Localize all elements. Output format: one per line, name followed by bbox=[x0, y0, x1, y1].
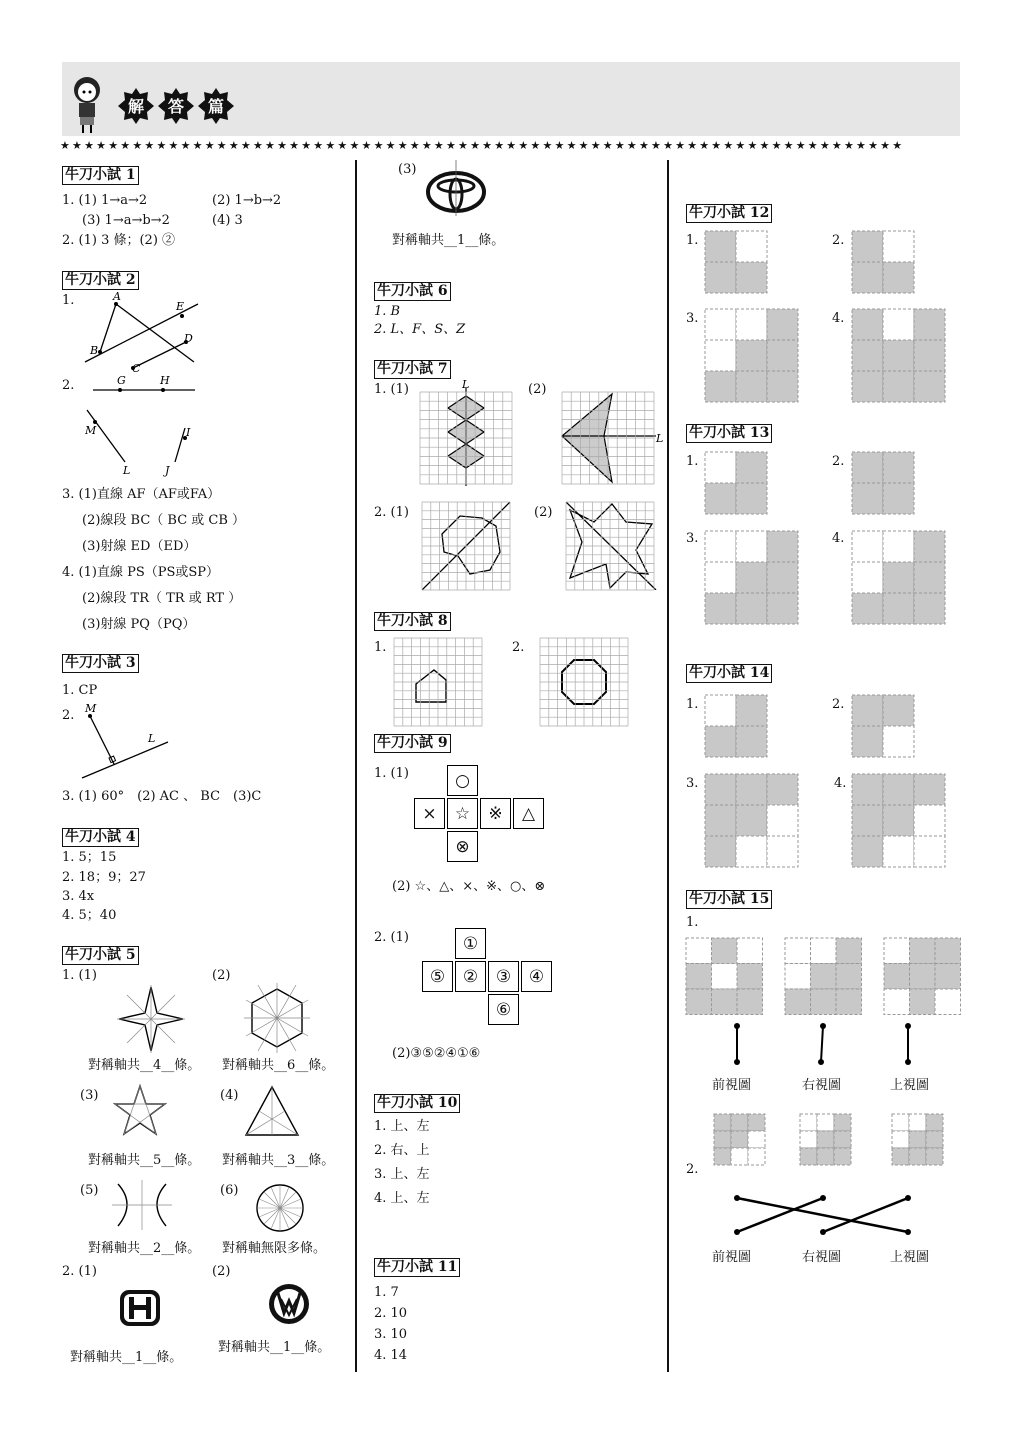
title-badge-icon bbox=[118, 88, 154, 124]
view-cell bbox=[817, 1114, 834, 1131]
view-cell bbox=[883, 805, 914, 836]
view-cell bbox=[852, 371, 883, 402]
net-face: ④ bbox=[521, 961, 552, 992]
answer-line: 3. (1)直線 AF（AF或FA） bbox=[62, 487, 221, 502]
answer-line: 4. (1)直線 PS（PS或SP） bbox=[62, 565, 220, 580]
view-cell bbox=[883, 309, 914, 340]
view-cell bbox=[785, 989, 811, 1015]
item-number: 1. bbox=[374, 640, 387, 655]
item-number: 1. bbox=[686, 233, 699, 248]
view-cell bbox=[852, 262, 883, 293]
hexagon-figure bbox=[244, 983, 310, 1053]
column-divider bbox=[355, 160, 357, 1372]
item-number: 2. bbox=[832, 233, 845, 248]
net-face: ② bbox=[455, 961, 486, 992]
item-number: 2. (1) bbox=[374, 930, 409, 945]
view-label: 上視圖 bbox=[890, 1250, 930, 1265]
reflection-grid-figure bbox=[560, 390, 668, 486]
item-number: 2. bbox=[686, 1162, 699, 1177]
item-number: 4. bbox=[834, 776, 847, 791]
view-cell bbox=[714, 1131, 731, 1148]
answer-line: (2)線段 TR（ TR 或 RT ） bbox=[82, 591, 242, 606]
answer-line: (3)射線 ED（ED） bbox=[82, 539, 197, 554]
view-cell bbox=[883, 562, 914, 593]
view-cell bbox=[914, 836, 945, 867]
answer-line: 1. B bbox=[374, 304, 401, 319]
section-heading: 牛刀小試 6 bbox=[374, 282, 451, 301]
item-number: 1. (1) bbox=[62, 968, 97, 983]
item-number: 1. (1) bbox=[374, 766, 409, 781]
view-cell bbox=[914, 309, 945, 340]
view-cell bbox=[736, 483, 767, 514]
view-cell bbox=[705, 836, 736, 867]
view-cell bbox=[748, 1114, 765, 1131]
lines-figure bbox=[80, 290, 210, 375]
view-cell bbox=[914, 531, 945, 562]
view-cell bbox=[914, 805, 945, 836]
item-number: 1. bbox=[62, 293, 75, 308]
view-cell bbox=[852, 726, 883, 757]
net-face: △ bbox=[513, 798, 544, 829]
view-cell bbox=[705, 562, 736, 593]
answer-line: 2. 18；9；27 bbox=[62, 870, 146, 885]
answer-line: 4. 14 bbox=[374, 1348, 408, 1363]
answer-line: 3. 10 bbox=[374, 1327, 408, 1342]
view-cell bbox=[736, 231, 767, 262]
point-label: M bbox=[85, 702, 97, 715]
answer-line: 2. 10 bbox=[374, 1306, 408, 1321]
reflection-grid-figure bbox=[566, 502, 658, 590]
answer-line: (2)線段 BC（ BC 或 CB ） bbox=[82, 513, 246, 528]
view-cell bbox=[852, 483, 883, 514]
pentagram-figure bbox=[112, 1083, 168, 1139]
view-cell bbox=[736, 262, 767, 293]
view-cell bbox=[712, 938, 738, 964]
view-cell bbox=[705, 483, 736, 514]
view-cell bbox=[714, 1148, 731, 1165]
view-cell bbox=[736, 309, 767, 340]
answer-line: 對稱軸共__4__條。 bbox=[88, 1058, 201, 1073]
answer-line: 1. 5；15 bbox=[62, 850, 117, 865]
view-cell bbox=[836, 989, 862, 1015]
view-cell bbox=[884, 938, 910, 964]
title-badge-icon bbox=[198, 88, 234, 124]
axis-label: L bbox=[656, 432, 664, 445]
net-face: ③ bbox=[488, 961, 519, 992]
view-cell bbox=[705, 371, 736, 402]
answer-line: (3) 1→a→b→2 bbox=[82, 213, 170, 228]
net-face: ⊗ bbox=[447, 831, 478, 862]
answer-line: 2. 右、上 bbox=[374, 1143, 430, 1158]
answer-line: 3. 上、左 bbox=[374, 1167, 430, 1182]
item-number: (5) bbox=[80, 1183, 99, 1198]
point-label: D bbox=[184, 332, 193, 345]
view-cell bbox=[852, 231, 883, 262]
view-cell bbox=[737, 938, 763, 964]
item-number: (6) bbox=[220, 1183, 239, 1198]
section-heading: 牛刀小試 8 bbox=[374, 612, 451, 631]
answer-line: (3)射線 PQ（PQ） bbox=[82, 617, 196, 632]
view-cell bbox=[884, 964, 910, 990]
view-cell bbox=[883, 531, 914, 562]
view-cell bbox=[767, 531, 798, 562]
section-title bbox=[118, 88, 234, 124]
net-face: ☆ bbox=[447, 798, 478, 829]
answer-line: 對稱軸共__1__條。 bbox=[392, 233, 505, 248]
view-cell bbox=[736, 562, 767, 593]
view-cell bbox=[705, 231, 736, 262]
answer-line: 1. CP bbox=[62, 683, 98, 698]
points-figure bbox=[85, 372, 205, 482]
view-cell bbox=[883, 452, 914, 483]
view-label: 右視圖 bbox=[802, 1250, 842, 1265]
arcs-figure bbox=[112, 1180, 172, 1230]
answer-line: 對稱軸共__2__條。 bbox=[88, 1241, 201, 1256]
section-heading: 牛刀小試 4 bbox=[62, 828, 139, 847]
view-cell bbox=[852, 309, 883, 340]
point-label: H bbox=[160, 374, 170, 387]
view-cell bbox=[909, 1131, 926, 1148]
perpendicular-figure bbox=[80, 702, 180, 782]
girl-mascot-icon bbox=[66, 70, 108, 134]
view-cell bbox=[767, 805, 798, 836]
view-cell bbox=[914, 340, 945, 371]
answer-line: (2)③⑤②④①⑥ bbox=[392, 1046, 481, 1061]
view-cell bbox=[705, 262, 736, 293]
view-cell bbox=[909, 1114, 926, 1131]
item-number: (2) bbox=[528, 382, 547, 397]
title-char: 解 bbox=[127, 97, 145, 116]
view-cell bbox=[767, 309, 798, 340]
item-number: 1. (1) bbox=[374, 382, 409, 397]
section-heading: 牛刀小試 3 bbox=[62, 654, 139, 673]
item-number: 4. bbox=[832, 531, 845, 546]
view-cell bbox=[883, 371, 914, 402]
view-cell bbox=[767, 593, 798, 624]
triangle-figure bbox=[242, 1083, 302, 1139]
view-cell bbox=[686, 964, 712, 990]
view-cell bbox=[852, 340, 883, 371]
point-label: A bbox=[113, 290, 121, 303]
reflection-grid-figure bbox=[422, 502, 514, 590]
axis-label: L bbox=[462, 378, 470, 391]
cube-net-2 bbox=[422, 928, 554, 1026]
view-cell bbox=[800, 1148, 817, 1165]
section-heading: 牛刀小試 13 bbox=[686, 424, 772, 443]
section-heading: 牛刀小試 1 bbox=[62, 166, 139, 185]
net-face: ※ bbox=[480, 798, 511, 829]
view-cell bbox=[935, 964, 961, 990]
circle-figure bbox=[254, 1182, 306, 1234]
view-label: 右視圖 bbox=[802, 1078, 842, 1093]
view-cell bbox=[883, 340, 914, 371]
view-connector-figure bbox=[686, 1020, 966, 1070]
view-cell bbox=[736, 531, 767, 562]
item-number: 3. bbox=[686, 531, 699, 546]
view-cell bbox=[767, 836, 798, 867]
section-heading: 牛刀小試 15 bbox=[686, 890, 772, 909]
view-cell bbox=[785, 938, 811, 964]
item-number: 2. (1) bbox=[62, 1264, 97, 1279]
view-cell bbox=[883, 483, 914, 514]
point-label: L bbox=[123, 464, 131, 477]
view-cell bbox=[714, 1114, 731, 1131]
item-number: 1. bbox=[686, 697, 699, 712]
view-cell bbox=[811, 964, 837, 990]
view-label: 前視圖 bbox=[712, 1250, 752, 1265]
view-cell bbox=[836, 938, 862, 964]
toyota-logo-icon bbox=[425, 160, 487, 216]
view-cell bbox=[914, 774, 945, 805]
point-label: J bbox=[165, 464, 170, 477]
view-cell bbox=[705, 726, 736, 757]
answer-line: (2) ☆、△、×、※、○、⊗ bbox=[392, 879, 546, 894]
view-cell bbox=[935, 938, 961, 964]
item-number: (2) bbox=[534, 505, 553, 520]
answer-line: 對稱軸無限多條。 bbox=[222, 1241, 327, 1256]
answer-line: 3. (1) 60° (2) AC 、 BC (3)C bbox=[62, 789, 262, 804]
title-char: 答 bbox=[167, 97, 185, 116]
item-number: 2. bbox=[62, 708, 75, 723]
view-cell bbox=[736, 805, 767, 836]
section-heading: 牛刀小試 10 bbox=[374, 1094, 460, 1113]
view-cell bbox=[852, 805, 883, 836]
answer-line: 4. 5；40 bbox=[62, 908, 117, 923]
view-cell bbox=[834, 1131, 851, 1148]
answer-line: 對稱軸共__3__條。 bbox=[222, 1153, 335, 1168]
net-face: ○ bbox=[447, 765, 478, 796]
view-cell bbox=[852, 695, 883, 726]
view-cell bbox=[748, 1131, 765, 1148]
point-label: L bbox=[148, 732, 156, 745]
section-heading: 牛刀小試 2 bbox=[62, 271, 139, 290]
view-cell bbox=[767, 562, 798, 593]
view-cell bbox=[705, 774, 736, 805]
net-face: ⑥ bbox=[488, 994, 519, 1025]
view-cell bbox=[705, 805, 736, 836]
item-number: 2. (1) bbox=[374, 505, 409, 520]
view-cell bbox=[852, 452, 883, 483]
answer-line: 對稱軸共__1__條。 bbox=[218, 1340, 331, 1355]
view-cell bbox=[883, 231, 914, 262]
point-label: G bbox=[117, 374, 126, 387]
view-cell bbox=[767, 340, 798, 371]
item-number: 1. bbox=[686, 915, 699, 930]
view-cell bbox=[892, 1148, 909, 1165]
answer-line: 1. 上、左 bbox=[374, 1119, 430, 1134]
view-cell bbox=[817, 1131, 834, 1148]
section-heading: 牛刀小試 9 bbox=[374, 734, 451, 753]
item-number: (3) bbox=[398, 162, 417, 177]
view-cell bbox=[736, 340, 767, 371]
view-cell bbox=[883, 836, 914, 867]
item-number: (2) bbox=[212, 1264, 231, 1279]
view-cell bbox=[800, 1131, 817, 1148]
view-label: 上視圖 bbox=[890, 1078, 930, 1093]
view-cell bbox=[817, 1148, 834, 1165]
view-cell bbox=[914, 593, 945, 624]
answer-line: 2. (1) 3 條；(2) ② bbox=[62, 233, 176, 248]
item-number: 3. bbox=[686, 311, 699, 326]
column-divider bbox=[667, 160, 669, 1372]
answer-line: 1. 7 bbox=[374, 1285, 399, 1300]
view-cell bbox=[731, 1148, 748, 1165]
view-cell bbox=[811, 938, 837, 964]
view-cell bbox=[748, 1148, 765, 1165]
answer-line: 對稱軸共__1__條。 bbox=[70, 1350, 183, 1365]
vw-logo-icon bbox=[268, 1283, 310, 1325]
view-cell bbox=[731, 1131, 748, 1148]
view-cell bbox=[705, 695, 736, 726]
point-label: M bbox=[85, 424, 97, 437]
section-heading: 牛刀小試 14 bbox=[686, 664, 772, 683]
item-number: (2) bbox=[212, 968, 231, 983]
view-cell bbox=[705, 309, 736, 340]
view-cell bbox=[892, 1131, 909, 1148]
view-cell bbox=[914, 371, 945, 402]
title-char: 篇 bbox=[207, 97, 225, 116]
view-cell bbox=[883, 774, 914, 805]
cube-net-1 bbox=[414, 765, 546, 863]
view-cell bbox=[736, 695, 767, 726]
view-cell bbox=[935, 989, 961, 1015]
answer-line: (2) 1→b→2 bbox=[212, 193, 282, 208]
item-number: 1. bbox=[686, 454, 699, 469]
view-cell bbox=[712, 989, 738, 1015]
answer-line: 對稱軸共__5__條。 bbox=[88, 1153, 201, 1168]
view-cell bbox=[705, 593, 736, 624]
view-cell bbox=[705, 531, 736, 562]
view-cell bbox=[834, 1114, 851, 1131]
view-connector-figure bbox=[686, 1190, 966, 1240]
view-cell bbox=[686, 938, 712, 964]
view-cell bbox=[834, 1148, 851, 1165]
title-badge-icon bbox=[158, 88, 194, 124]
view-cell bbox=[910, 938, 936, 964]
section-heading: 牛刀小試 5 bbox=[62, 946, 139, 965]
view-cell bbox=[883, 726, 914, 757]
view-cell bbox=[736, 836, 767, 867]
view-cell bbox=[767, 774, 798, 805]
view-cell bbox=[705, 452, 736, 483]
net-face: × bbox=[414, 798, 445, 829]
answer-line: 2. L、F、S、Z bbox=[374, 322, 466, 337]
item-number: 2. bbox=[832, 697, 845, 712]
net-face: ⑤ bbox=[422, 961, 453, 992]
view-cell bbox=[736, 774, 767, 805]
view-cell bbox=[731, 1114, 748, 1131]
view-cell bbox=[914, 562, 945, 593]
view-cell bbox=[736, 726, 767, 757]
view-cell bbox=[926, 1131, 943, 1148]
view-cell bbox=[883, 695, 914, 726]
view-cell bbox=[926, 1114, 943, 1131]
view-cell bbox=[852, 774, 883, 805]
honda-logo-icon bbox=[118, 1288, 162, 1328]
section-heading: 牛刀小試 12 bbox=[686, 204, 772, 223]
answer-line: 1. (1) 1→a→2 bbox=[62, 193, 148, 208]
view-cell bbox=[910, 989, 936, 1015]
answer-line: 3. 4x bbox=[62, 889, 95, 904]
view-label: 前視圖 bbox=[712, 1078, 752, 1093]
view-cell bbox=[910, 964, 936, 990]
view-cell bbox=[785, 964, 811, 990]
answer-line: (4) 3 bbox=[212, 213, 243, 228]
section-heading: 牛刀小試 7 bbox=[374, 360, 451, 379]
view-cell bbox=[883, 593, 914, 624]
view-cell bbox=[736, 593, 767, 624]
view-cell bbox=[712, 964, 738, 990]
view-cell bbox=[926, 1148, 943, 1165]
view-cell bbox=[737, 989, 763, 1015]
view-cell bbox=[800, 1114, 817, 1131]
view-cell bbox=[852, 562, 883, 593]
grid-shape-figure bbox=[394, 638, 482, 726]
view-cell bbox=[909, 1148, 926, 1165]
view-cell bbox=[852, 531, 883, 562]
item-number: 4. bbox=[832, 311, 845, 326]
view-cell bbox=[836, 964, 862, 990]
answer-line: 對稱軸共__6__條。 bbox=[222, 1058, 335, 1073]
point-label: I bbox=[186, 426, 191, 439]
star-divider: ★★★★★★★★★★★★★★★★★★★★★★★★★★★★★★★★★★★★★★★★★★★★★★★★★★★★★★★★★★★★★★★★★★★★★★ bbox=[60, 139, 905, 152]
view-cell bbox=[705, 340, 736, 371]
view-cell bbox=[884, 989, 910, 1015]
view-cell bbox=[686, 989, 712, 1015]
item-number: (3) bbox=[80, 1088, 99, 1103]
item-number: 2. bbox=[62, 378, 75, 393]
view-cell bbox=[736, 452, 767, 483]
item-number: 2. bbox=[512, 640, 525, 655]
view-cell bbox=[883, 262, 914, 293]
view-cell bbox=[852, 593, 883, 624]
view-cell bbox=[737, 964, 763, 990]
item-number: 3. bbox=[686, 776, 699, 791]
four-point-star-figure bbox=[117, 985, 185, 1053]
reflection-grid-figure bbox=[418, 378, 514, 488]
point-label: B bbox=[90, 344, 99, 357]
item-number: (4) bbox=[220, 1088, 239, 1103]
view-cell bbox=[892, 1114, 909, 1131]
point-label: E bbox=[176, 300, 185, 313]
net-face: ① bbox=[455, 928, 486, 959]
view-cell bbox=[811, 989, 837, 1015]
view-cell bbox=[736, 371, 767, 402]
section-heading: 牛刀小試 11 bbox=[374, 1258, 460, 1277]
answer-line: 4. 上、左 bbox=[374, 1191, 430, 1206]
point-label: C bbox=[132, 362, 141, 375]
view-cell bbox=[852, 836, 883, 867]
view-cell bbox=[767, 371, 798, 402]
item-number: 2. bbox=[832, 454, 845, 469]
grid-shape-figure bbox=[540, 638, 628, 726]
